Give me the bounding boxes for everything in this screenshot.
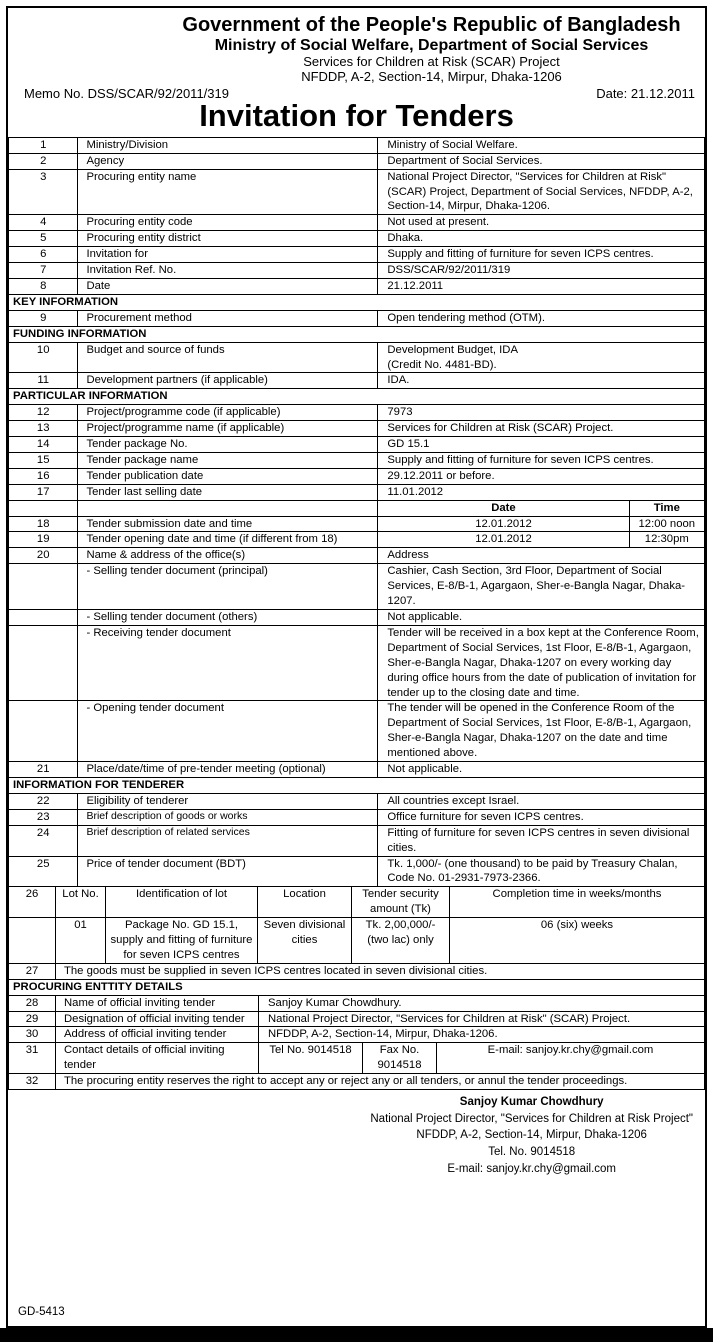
table-row: - Selling tender document (principal) Cashier, Cash Section, 3rd Floor, Department of Social Services, E-8/B-1, Agargaon, Sher-e-Bangla Nagar, Dhaka-1207.	[9, 564, 705, 610]
table-row: 2 Agency Department of Social Services.	[9, 153, 705, 169]
table-row: - Receiving tender document Tender will be received in a box kept at the Conference Room, Department of Social Services, 1st Floor, E-8/B-1, Agargaon, Sher-e-Bangla Nagar, Dhaka-1207 on every working day during office hours from the date of publication of invitation for tender up to the closing date and time.	[9, 625, 705, 701]
signatory-name: Sanjoy Kumar Chowdhury	[459, 1096, 604, 1109]
table-row: 15 Tender package name Supply and fitting of furniture for seven ICPS centres.	[9, 452, 705, 468]
table-row: 16 Tender publication date 29.12.2011 or before.	[9, 468, 705, 484]
table-row: 27 The goods must be supplied in seven ICPS centres located in seven divisional cities.	[9, 963, 705, 979]
lot-row: 01 Package No. GD 15.1, supply and fitting of furniture for seven ICPS centres Seven divisional cities Tk. 2,00,000/- (two lac) only 06 (six) weeks	[9, 918, 705, 964]
table-row: 28 Name of official inviting tender Sanjoy Kumar Chowdhury.	[9, 995, 705, 1011]
procuring-table	[8, 963, 705, 1090]
table-row: 6 Invitation for Supply and fitting of furniture for seven ICPS centres.	[9, 247, 705, 263]
table-row: 14 Tender package No. GD 15.1	[9, 437, 705, 453]
page-title: Invitation for Tenders	[199, 98, 514, 134]
bottom-bar	[0, 1328, 713, 1342]
project-address: NFDDP, A-2, Section-14, Mirpur, Dhaka-1206	[301, 69, 562, 85]
tender-notice	[6, 6, 707, 1328]
table-row: 19 Tender opening date and time (if different from 18) 12.01.2012 12:30pm	[9, 532, 705, 548]
signatory-tel: Tel. No. 9014518	[488, 1146, 576, 1159]
date-time-header: Date Time	[9, 500, 705, 516]
project-name: Services for Children at Risk (SCAR) Project	[303, 54, 560, 70]
table-row: 30 Address of official inviting tender NFDDP, A-2, Section-14, Mirpur, Dhaka-1206.	[9, 1027, 705, 1043]
signatory-email: E-mail: sanjoy.kr.chy@gmail.com	[447, 1162, 617, 1175]
table-row: 18 Tender submission date and time 12.01.2012 12:00 noon	[9, 516, 705, 532]
table-row: 23 Brief description of goods or works Office furniture for seven ICPS centres.	[9, 809, 705, 825]
section-header: FUNDING INFORMATION	[9, 326, 705, 342]
memo-date: Date: 21.12.2011	[596, 86, 695, 102]
memo-number: Memo No. DSS/SCAR/92/2011/319	[24, 86, 229, 102]
signatory-designation: National Project Director, "Services for Children at Risk Project"	[370, 1112, 693, 1125]
table-row: 3 Procuring entity name National Project Director, "Services for Children at Risk" (SCAR) Project, Department of Social Services, NFDDP, A-2, Section-14, Mirpur, Dhaka-1206.	[9, 169, 705, 215]
table-row: 21 Place/date/time of pre-tender meeting (optional) Not applicable.	[9, 762, 705, 778]
table-row: 11 Development partners (if applicable) IDA.	[9, 373, 705, 389]
ministry-title: Ministry of Social Welfare, Department of Social Services	[214, 37, 649, 54]
table-row: 17 Tender last selling date 11.01.2012	[9, 484, 705, 500]
table-row: 24 Brief description of related services Fitting of furniture for seven ICPS centres in seven divisional cities.	[9, 825, 705, 856]
lot-header-row: 26 Lot No. Identification of lot Location Tender security amount (Tk) Completion time in weeks/months	[9, 887, 705, 918]
table-row: 7 Invitation Ref. No. DSS/SCAR/92/2011/319	[9, 263, 705, 279]
table-row: 9 Procurement method Open tendering method (OTM).	[9, 310, 705, 326]
table-row: 31 Contact details of official inviting tender Tel No. 9014518 Fax No. 9014518 E-mail: sanjoy.kr.chy@gmail.com	[9, 1043, 705, 1074]
table-row: 22 Eligibility of tenderer All countries except Israel.	[9, 793, 705, 809]
table-row: 12 Project/programme code (if applicable) 7973	[9, 405, 705, 421]
table-row: 32 The procuring entity reserves the right to accept any or reject any or all tenders, or annul the tender proceedings.	[9, 1074, 705, 1090]
table-row: - Opening tender document The tender will be opened in the Conference Room of the Department of Social Services, 1st Floor, E-8/B-1, Agargaon, Sher-e-Bangla Nagar, Dhaka-1207 on the date and time mentioned above.	[9, 701, 705, 762]
notice-header	[8, 14, 705, 85]
table-row: 4 Procuring entity code Not used at present.	[9, 215, 705, 231]
section-header: INFORMATION FOR TENDERER	[9, 777, 705, 793]
table-row: 20 Name & address of the office(s) Address	[9, 548, 705, 564]
table-row: 1 Ministry/Division Ministry of Social Welfare.	[9, 137, 705, 153]
table-row: 10 Budget and source of funds Development Budget, IDA (Credit No. 4481-BD).	[9, 342, 705, 373]
signatory-address: NFDDP, A-2, Section-14, Mirpur, Dhaka-1206	[416, 1129, 647, 1142]
lot-table	[8, 886, 705, 964]
government-title: Government of the People's Republic of Bangladesh	[182, 14, 681, 36]
table-row: - Selling tender document (others) Not applicable.	[9, 610, 705, 626]
section-header: PROCURING ENTTITY DETAILS	[9, 979, 705, 995]
section-header: KEY INFORMATION	[9, 294, 705, 310]
signature-block	[370, 1094, 693, 1177]
section-header: PARTICULAR INFORMATION	[9, 389, 705, 405]
signature-area	[8, 1090, 705, 1175]
table-row: 29 Designation of official inviting tender National Project Director, "Services for Children at Risk" (SCAR) Project.	[9, 1011, 705, 1027]
tender-table	[8, 137, 705, 888]
footer-code: GD-5413	[18, 1306, 65, 1318]
table-row: 25 Price of tender document (BDT) Tk. 1,000/- (one thousand) to be paid by Treasury Chalan, Code No. 01-2931-7973-2366.	[9, 856, 705, 887]
table-row: 13 Project/programme name (if applicable) Services for Children at Risk (SCAR) Project.	[9, 421, 705, 437]
table-row: 5 Procuring entity district Dhaka.	[9, 231, 705, 247]
table-row: 8 Date 21.12.2011	[9, 278, 705, 294]
